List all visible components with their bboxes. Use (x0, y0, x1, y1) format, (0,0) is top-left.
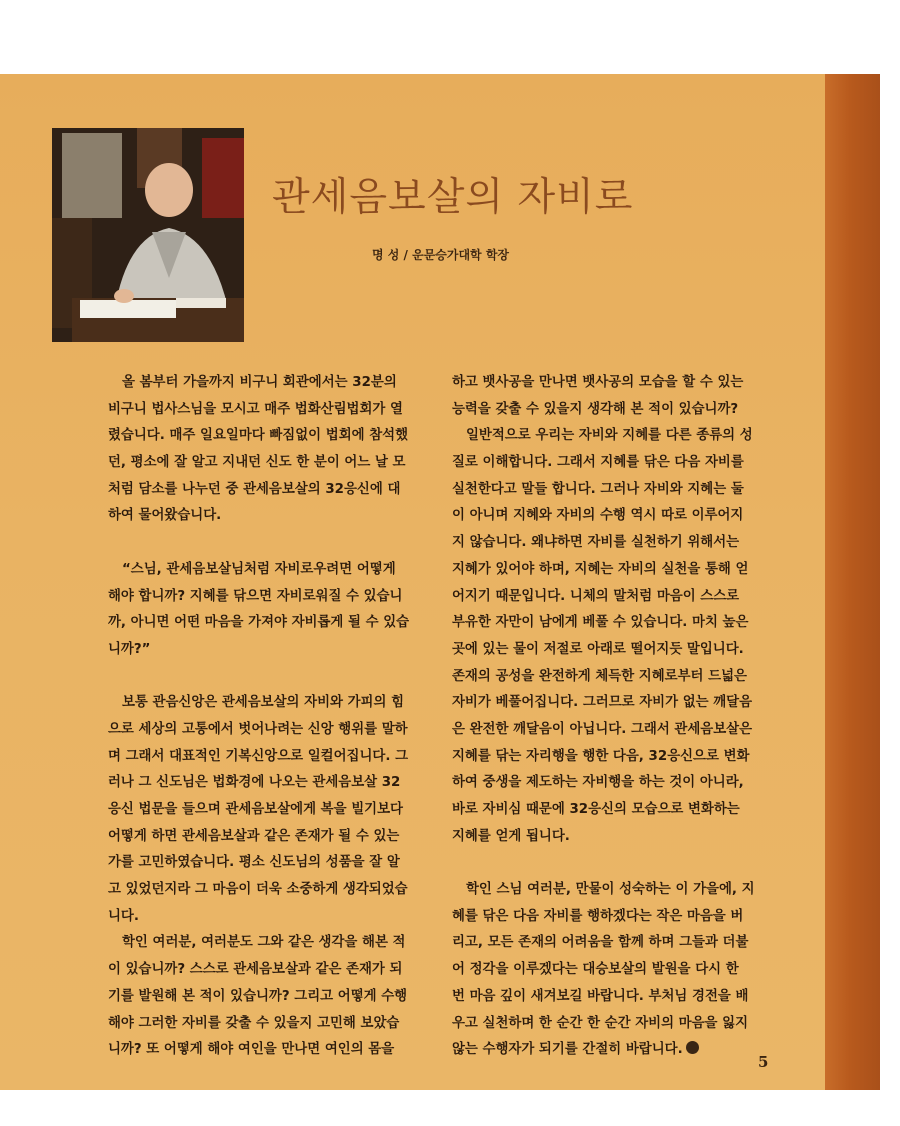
paragraph-gap (108, 664, 426, 691)
text-line: 하여 물어왔습니다. (108, 508, 222, 524)
text-line: 곳에 있는 물이 저절로 아래로 떨어지듯 말입니다. (452, 641, 744, 657)
page-edge-band (825, 74, 880, 1090)
text-line: 가를 고민하였습니다. 평소 신도님의 성품을 잘 알 (108, 855, 400, 871)
text-line: 렸습니다. 매주 일요일마다 빠짐없이 법회에 참석했 (108, 428, 409, 444)
right-column (452, 370, 770, 1064)
text-line: 기를 발원해 본 적이 있습니까? 그리고 어떻게 수행 (108, 988, 408, 1004)
text-line: 지혜가 있어야 하며, 지혜는 자비의 실천을 통해 얻 (452, 561, 749, 577)
text-line: 리고, 모든 존재의 어려움을 함께 하며 그들과 더불 (452, 935, 749, 951)
text-line: 바로 자비심 때문에 32응신의 모습으로 변화하는 (452, 802, 740, 817)
text-line: 어지기 때문입니다. 니체의 말처럼 마음이 스스로 (452, 588, 740, 604)
text-line: 부유한 자만이 남에게 베풀 수 있습니다. 마치 높은 (452, 615, 749, 631)
text-line: 학인 여러분, 여러분도 그와 같은 생각을 해본 적 (122, 935, 406, 951)
text-line: 으로 세상의 고통에서 벗어나려는 신앙 행위를 말하 (108, 721, 408, 737)
text-line: 자비가 베풀어집니다. 그러므로 자비가 없는 깨달음 (452, 695, 753, 711)
text-line: 우고 실천하며 한 순간 한 순간 자비의 마음을 잃지 (452, 1015, 749, 1031)
end-mark-icon (686, 1041, 699, 1054)
author-photo (52, 128, 244, 342)
text-line: 질로 이해합니다. 그래서 지혜를 닦은 다음 자비를 (452, 455, 744, 471)
article-title: 관세음보살의 자비로 (272, 175, 634, 220)
page-number: 5 (758, 1053, 769, 1071)
paragraph-gap (452, 850, 770, 877)
text-line: 올 봄부터 가을까지 비구니 회관에서는 32분의 (122, 375, 397, 390)
text-line: 은 완전한 깨달음이 아닙니다. 그래서 관세음보살은 (452, 721, 753, 737)
left-column (108, 370, 426, 1064)
text-line: 지 않습니다. 왜냐하면 자비를 실천하기 위해서는 (452, 535, 740, 551)
text-line: 던, 평소에 잘 알고 지내던 신도 한 분이 어느 날 모 (108, 455, 406, 471)
text-line: 일반적으로 우리는 자비와 지혜를 다른 종류의 성 (466, 428, 753, 444)
text-line: 니까? 또 어떻게 해야 여인을 만나면 여인의 몸을 (108, 1042, 395, 1058)
text-line: 존재의 공성을 완전하게 체득한 지혜로부터 드넓은 (452, 668, 747, 684)
text-line: 보통 관음신앙은 관세음보살의 자비와 가피의 힘 (122, 695, 405, 711)
text-line: 하여 중생을 제도하는 자비행을 하는 것이 아니라, (452, 775, 744, 791)
text-line: 응신 법문을 들으며 관세음보살에게 복을 빌기보다 (108, 802, 403, 817)
text-line: 학인 스님 여러분, 만물이 성숙하는 이 가을에, 지 (466, 882, 755, 898)
closing-sentence: 않는 수행자가 되기를 간절히 바랍니다. (452, 1042, 683, 1058)
text-line: 고 있었던지라 그 마음이 더욱 소중하게 생각되었습 (108, 882, 408, 898)
text-line: 니까?” (108, 641, 151, 657)
text-line: 혜를 닦은 다음 자비를 행하겠다는 작은 마음을 버 (452, 908, 744, 924)
text-line: 능력을 갖출 수 있을지 생각해 본 적이 있습니까? (452, 401, 739, 417)
text-line: 번 마음 깊이 새겨보길 바랍니다. 부처님 경전을 배 (452, 988, 749, 1004)
text-line: 비구니 법사스님을 모시고 매주 법화산림법회가 열 (108, 401, 403, 417)
text-line: 어떻게 하면 관세음보살과 같은 존재가 될 수 있는 (108, 828, 400, 844)
text-line: 해야 그러한 자비를 갖출 수 있을지 고민해 보았습 (108, 1015, 400, 1031)
text-line: 이 있습니까? 스스로 관세음보살과 같은 존재가 되 (108, 962, 403, 978)
text-line: 지혜를 닦는 자리행을 행한 다음, 32응신으로 변화 (452, 748, 750, 764)
paragraph-gap (108, 530, 426, 557)
text-line: 실천한다고 말들 합니다. 그러나 자비와 지혜는 둘 (452, 481, 744, 497)
text-line-last (452, 1037, 770, 1064)
text-line: “스님, 관세음보살님처럼 자비로우려면 어떻게 (122, 561, 396, 577)
text-line: 러나 그 신도님은 법화경에 나오는 관세음보살 32 (108, 775, 401, 791)
text-line: 해야 합니까? 지혜를 닦으면 자비로워질 수 있습니 (108, 588, 403, 604)
text-line: 까, 아니면 어떤 마음을 가져야 자비롭게 될 수 있습 (108, 615, 410, 631)
text-line: 어 정각을 이루겠다는 대승보살의 발원을 다시 한 (452, 962, 739, 978)
text-line: 이 아니며 지혜와 자비의 수행 역시 따로 이루어지 (452, 508, 744, 524)
text-line: 니다. (108, 908, 139, 924)
text-line: 지혜를 얻게 됩니다. (452, 828, 570, 844)
author-byline: 명 성 / 운문승가대학 학장 (372, 248, 510, 262)
text-line: 며 그래서 대표적인 기복신앙으로 일컬어집니다. 그 (108, 748, 409, 764)
text-line: 하고 뱃사공을 만나면 뱃사공의 모습을 할 수 있는 (452, 375, 744, 390)
text-line: 처럼 담소를 나누던 중 관세음보살의 32응신에 대 (108, 481, 401, 497)
